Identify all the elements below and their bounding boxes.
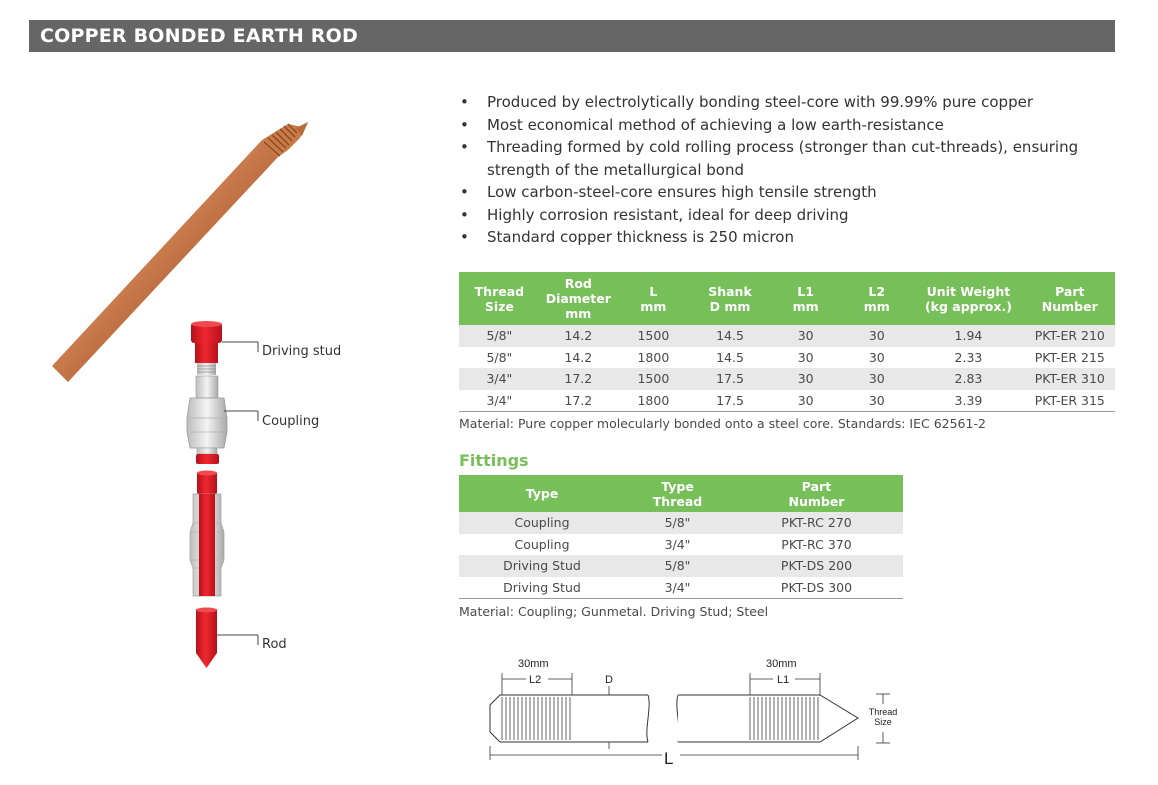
callout-driving-stud: Driving stud	[262, 344, 342, 359]
fittings-header-line: Thread	[652, 493, 703, 509]
rods_table-header-line: Diameter	[545, 291, 611, 306]
rods_table-cell: 1800	[637, 349, 670, 365]
rods_table-cell: 30	[770, 368, 841, 390]
rods_table-cell: 14.5	[690, 325, 770, 347]
thread-size-label-2: Size	[874, 717, 892, 727]
rods_table-cell: 3/4"	[459, 368, 540, 390]
fittings-cell: Coupling	[459, 512, 625, 534]
rods_table-header-line: mm	[792, 298, 819, 314]
rods_table-header-line: mm	[863, 298, 890, 314]
rods_table-row	[459, 325, 1115, 347]
left-length-label: 30mm	[518, 658, 549, 670]
callout-rod: Rod	[262, 637, 287, 652]
rods_table-cell: 1.94	[912, 325, 1024, 347]
rods_table-cell: 14.2	[540, 325, 617, 347]
feature-item: • Most economical method of achieving a low earth-resistance	[460, 114, 1120, 137]
rods_table-cell: 30	[841, 368, 912, 390]
rods_table-header-cell	[1025, 272, 1115, 325]
assembled-section	[190, 471, 224, 597]
coupling-part	[187, 376, 227, 464]
fittings-header-line: Number	[788, 493, 845, 509]
fittings-header-line: Part	[801, 478, 832, 494]
rods_table-cell: 1500	[617, 325, 690, 347]
rods_table-header-cell	[912, 272, 1024, 325]
rods_table-header-cell	[540, 272, 617, 325]
rods_table-header-line: Size	[484, 298, 514, 314]
rod-material-note: Material: Pure copper molecularly bonded onto a steel core. Standards: IEC 62561-2	[459, 416, 986, 431]
rods_table-cell: 17.5	[690, 368, 770, 390]
rods_table-header-line: Rod	[564, 276, 592, 291]
rods_table-cell: 17.2	[540, 390, 617, 412]
rods_table-cell: 2.83	[912, 368, 1024, 390]
feature-item: • Standard copper thickness is 250 micron	[460, 226, 1120, 249]
rods_table-cell: 14.5	[716, 349, 744, 365]
rods_table-cell: 1800	[617, 390, 690, 412]
l1-label: L1	[777, 674, 790, 686]
fittings-material-note: Material: Coupling; Gunmetal. Driving Stud; Steel	[459, 604, 769, 619]
thread-size-label-1: Thread	[868, 707, 898, 717]
fittings-cell: PKT-RC 370	[781, 536, 852, 552]
rods_table-row	[459, 368, 1115, 390]
rods_table-cell: 3/4"	[459, 390, 540, 412]
rods_table-cell: 2.33	[954, 349, 983, 365]
rods_table-header-line: Part	[1055, 283, 1085, 299]
callout-coupling: Coupling	[262, 414, 320, 429]
rods_table-cell: PKT-ER 310	[1025, 368, 1115, 390]
rods_table-cell: 17.5	[690, 390, 770, 412]
rods_table-row	[459, 347, 1115, 369]
fittings-header-cell	[459, 475, 625, 512]
fittings-cell: PKT-DS 300	[730, 577, 903, 599]
rods_table-header-line: Unit Weight	[926, 283, 1011, 299]
earth-rod-illustration	[0, 0, 440, 700]
fittings-table	[459, 475, 903, 599]
l2-label: L2	[529, 674, 542, 686]
rods_table-cell: 5/8"	[486, 349, 513, 365]
rods_table-cell: 1500	[617, 368, 690, 390]
rods_table-header-line: L1	[797, 283, 814, 299]
rods_table-header-cell	[770, 272, 841, 325]
fittings-cell: Coupling	[514, 536, 570, 552]
fittings-row	[459, 577, 903, 599]
feature-item: • Low carbon-steel-core ensures high tensile strength	[460, 181, 1120, 204]
fittings-heading: Fittings	[459, 451, 529, 470]
rods_table-row	[459, 390, 1115, 412]
rods_table-header-line: Thread	[474, 283, 525, 299]
fittings-cell: Driving Stud	[459, 555, 625, 577]
rods_table-cell: 30	[841, 325, 912, 347]
rods_table-cell: 30	[770, 390, 841, 412]
fittings-cell: 3/4"	[664, 536, 691, 552]
rods_table-header-line: L2	[868, 283, 886, 299]
rods_table-header-cell	[459, 272, 540, 325]
overall-length-label: L	[664, 749, 674, 767]
fittings-row	[459, 512, 903, 534]
right-length-label: 30mm	[766, 658, 797, 670]
fittings-cell: 5/8"	[625, 512, 730, 534]
rods_table-cell: 30	[841, 390, 912, 412]
rods_table-cell: PKT-ER 215	[1034, 349, 1105, 365]
rods_table-cell: 5/8"	[459, 325, 540, 347]
rods_table-cell: PKT-ER 210	[1025, 325, 1115, 347]
feature-list	[460, 91, 1120, 249]
fittings-header-cell	[730, 475, 903, 512]
rods_table-header-line: mm	[640, 298, 667, 314]
rods_table-header-line: D mm	[709, 298, 751, 314]
rods_table-header-line: Shank	[708, 283, 752, 299]
rods_table-cell: 14.2	[564, 349, 593, 365]
driving-stud-part	[191, 321, 222, 375]
fittings-cell: 3/4"	[625, 577, 730, 599]
fittings-cell: PKT-DS 200	[730, 555, 903, 577]
diameter-label: D	[605, 674, 613, 686]
page-title: COPPER BONDED EARTH ROD	[40, 25, 358, 47]
rods_table-header-line: (kg approx.)	[924, 298, 1012, 314]
fittings-row	[459, 534, 903, 556]
feature-item: • Produced by electrolytically bonding steel-core with 99.99% pure copper	[460, 91, 1120, 114]
rod-part	[196, 608, 217, 669]
rods_table-header-cell	[841, 272, 912, 325]
fittings-cell: PKT-RC 270	[730, 512, 903, 534]
fittings-cell: Driving Stud	[459, 577, 625, 599]
feature-item: • Highly corrosion resistant, ideal for deep driving	[460, 204, 1120, 227]
rods_table-cell: PKT-ER 315	[1025, 390, 1115, 412]
rods_table-cell: 30	[868, 349, 885, 365]
feature-item: • Threading formed by cold rolling process (stronger than cut-threads), ensuring strength of the metallurgical bond	[460, 136, 1120, 181]
rods_table-header-line: mm	[565, 306, 592, 321]
rods_table-cell: 30	[797, 349, 814, 365]
fittings-header-line: Type	[661, 478, 694, 494]
fittings-header-line: Type	[525, 486, 559, 501]
copper-rod-photo	[52, 122, 308, 382]
fittings-header-cell	[625, 475, 730, 512]
fittings-row	[459, 555, 903, 577]
right-rod-segment	[677, 695, 858, 742]
rods_table-header-line: L	[649, 283, 658, 299]
left-rod-segment	[490, 695, 649, 742]
dimension-diagram	[480, 652, 920, 767]
rods_table-header-cell	[690, 272, 770, 325]
rods_table-cell: 17.2	[540, 368, 617, 390]
fittings-cell: 5/8"	[625, 555, 730, 577]
rods_table-header-line: Number	[1041, 298, 1098, 314]
rods_table-header-cell	[617, 272, 690, 325]
earth-rod-spec-table	[459, 272, 1115, 412]
rods_table-cell: 30	[770, 325, 841, 347]
rods_table-cell: 3.39	[912, 390, 1024, 412]
